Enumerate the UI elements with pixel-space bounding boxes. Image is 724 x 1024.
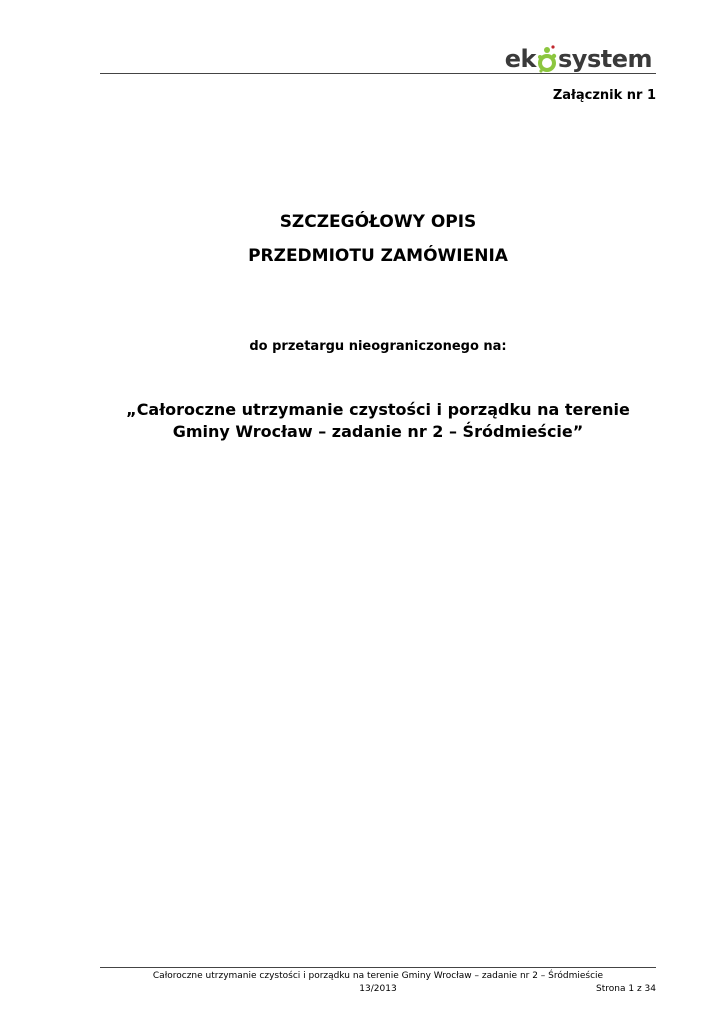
title-line-1: SZCZEGÓŁOWY OPIS (279, 212, 477, 232)
logo-o-mark-icon (537, 44, 557, 74)
footer-divider (100, 967, 656, 968)
ekosystem-logo (505, 38, 652, 74)
footer-page-number: Strona 1 z 34 (596, 984, 656, 994)
annex-label: Załącznik nr 1 (552, 88, 656, 103)
footer-description: Całoroczne utrzymanie czystości i porządku na terenie Gminy Wrocław – zadanie nr 2 – Śródmieście (152, 971, 604, 981)
subject-line-2: Gminy Wrocław – zadanie nr 2 – Śródmieście” (172, 422, 584, 441)
header-divider (100, 73, 656, 74)
logo-text-system: system (558, 45, 652, 73)
tender-subject (100, 399, 656, 443)
subject-line-1: „Całoroczne utrzymanie czystości i porządku na terenie (126, 400, 630, 419)
document-title (100, 205, 656, 273)
logo-text-ek: ek (504, 45, 537, 73)
footer-document-number: 13/2013 (359, 984, 397, 994)
title-line-2: PRZEDMIOTU ZAMÓWIENIA (248, 246, 508, 266)
document-subtitle: do przetargu nieograniczonego na: (249, 339, 507, 354)
